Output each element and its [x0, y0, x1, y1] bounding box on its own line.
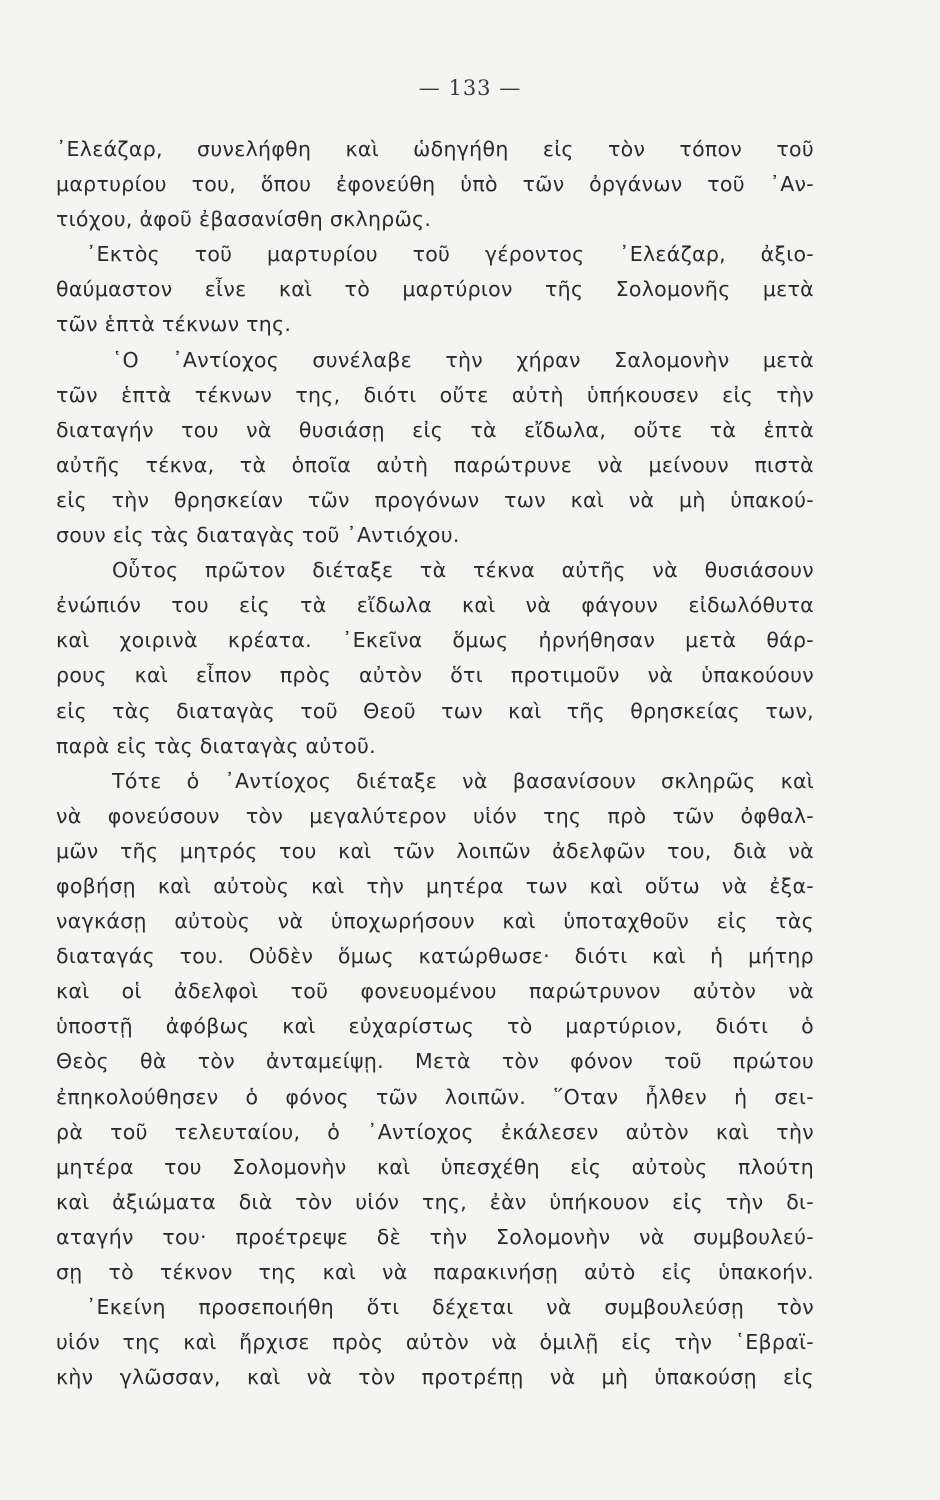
text-line: ρους καὶ εἶπον πρὸς αὐτὸν ὅτι προτιμοῦν νὰ ὑπακούουν [56, 663, 814, 688]
text-line: φοβήσῃ καὶ αὐτοὺς καὶ τὴν μητέρα των καὶ οὕτω νὰ ἐξα- [56, 873, 814, 898]
text-line: μαρτυρίου του, ὅπου ἐφονεύθη ὑπὸ τῶν ὀργάνων τοῦ ᾿Αν- [56, 172, 814, 197]
text-line: διαταγάς του. Οὐδὲν ὅμως κατώρθωσε· διότι καὶ ἡ μήτηρ [56, 944, 814, 969]
text-line: θαύμαστον εἶνε καὶ τὸ μαρτύριον τῆς Σολομονῆς μετὰ [56, 277, 814, 302]
text-line: νὰ φονεύσουν τὸν μεγαλύτερον υἱόν της πρὸ τῶν ὀφθαλ- [56, 803, 814, 828]
text-line: Τότε ὁ ᾿Αντίοχος διέταξε νὰ βασανίσουν σκληρῶς καὶ [112, 768, 814, 793]
text-line: μητέρα του Σολομονὴν καὶ ὑπεσχέθη εἰς αὐτοὺς πλούτη [56, 1154, 814, 1179]
body-text [56, 132, 814, 1395]
text-line: σουν εἰς τὰς διαταγὰς τοῦ ᾿Αντιόχου. [56, 523, 460, 548]
text-line: τῶν ἑπτὰ τέκνων της, διότι οὔτε αὐτὴ ὑπήκουσεν εἰς τὴν [56, 382, 814, 407]
text-line: κὴν γλῶσσαν, καὶ νὰ τὸν προτρέπῃ νὰ μὴ ὑπακούσῃ εἰς [56, 1365, 814, 1390]
text-line: εἰς τὰς διαταγὰς τοῦ Θεοῦ των καὶ τῆς θρησκείας των, [56, 698, 814, 723]
text-line: διαταγήν του νὰ θυσιάσῃ εἰς τὰ εἴδωλα, οὔτε τὰ ἑπτὰ [56, 417, 814, 442]
text-line: τιόχου, ἀφοῦ ἐβασανίσθη σκληρῶς. [56, 207, 432, 232]
text-line: Οὗτος πρῶτον διέταξε τὰ τέκνα αὐτῆς νὰ θυσιάσουν [112, 558, 814, 583]
text-line: ᾿Εκτὸς τοῦ μαρτυρίου τοῦ γέροντος ᾿Ελεάζαρ, ἀξιο- [86, 242, 814, 267]
page-number: — 133 — [418, 76, 522, 100]
text-line: ᾿Ελεάζαρ, συνελήφθη καὶ ὡδηγήθη εἰς τὸν τόπον τοῦ [56, 137, 814, 161]
text-line: εἰς τὴν θρησκείαν τῶν προγόνων των καὶ νὰ μὴ ὑπακού- [56, 487, 814, 512]
text-line: ἐπηκολούθησεν ὁ φόνος τῶν λοιπῶν. ῞Οταν ἦλθεν ἡ σει- [56, 1084, 814, 1109]
text-line: μῶν τῆς μητρός του καὶ τῶν λοιπῶν ἀδελφῶν του, διὰ νὰ [56, 838, 814, 863]
text-line: ῾Ο ᾿Αντίοχος συνέλαβε τὴν χήραν Σαλομονὴν μετὰ [112, 347, 814, 372]
text-line: καὶ οἱ ἀδελφοὶ τοῦ φονευομένου παρώτρυνον αὐτὸν νὰ [56, 979, 814, 1004]
text-line: καὶ ἀξιώματα διὰ τὸν υἱόν της, ἐὰν ὑπήκουον εἰς τὴν δι- [56, 1189, 814, 1214]
text-line: ρὰ τοῦ τελευταίου, ὁ ᾿Αντίοχος ἐκάλεσεν αὐτὸν καὶ τὴν [56, 1119, 814, 1144]
text-line: αταγήν του· προέτρεψε δὲ τὴν Σολομονὴν νὰ συμβουλεύ- [56, 1224, 814, 1249]
text-line: ὑποστῇ ἀφόβως καὶ εὐχαρίστως τὸ μαρτύριον, διότι ὁ [56, 1014, 814, 1039]
text-line: ναγκάσῃ αὐτοὺς νὰ ὑποχωρήσουν καὶ ὑποταχθοῦν εἰς τὰς [56, 909, 814, 934]
text-line: ᾿Εκείνη προσεποιήθη ὅτι δέχεται νὰ συμβουλεύσῃ τὸν [86, 1295, 814, 1320]
text-line: τῶν ἑπτὰ τέκνων της. [56, 312, 292, 337]
text-line: ἐνώπιόν του εἰς τὰ εἴδωλα καὶ νὰ φάγουν εἰδωλόθυτα [56, 593, 814, 618]
text-line: καὶ χοιρινὰ κρέατα. ᾿Εκεῖνα ὅμως ἠρνήθησαν μετὰ θάρ- [56, 628, 814, 653]
text-line: παρὰ εἰς τὰς διαταγὰς αὐτοῦ. [56, 733, 376, 758]
text-line: σῃ τὸ τέκνον της καὶ νὰ παρακινήσῃ αὐτὸ εἰς ὑπακοήν. [56, 1260, 814, 1284]
text-line: υἱόν της καὶ ἤρχισε πρὸς αὐτὸν νὰ ὁμιλῇ εἰς τὴν ῾Εβραϊ- [56, 1330, 814, 1355]
text-line: Θεὸς θὰ τὸν ἀνταμείψῃ. Μετὰ τὸν φόνον τοῦ πρώτου [56, 1049, 814, 1074]
text-line: αὐτῆς τέκνα, τὰ ὁποῖα αὐτὴ παρώτρυνε νὰ μείνουν πιστὰ [56, 452, 814, 477]
